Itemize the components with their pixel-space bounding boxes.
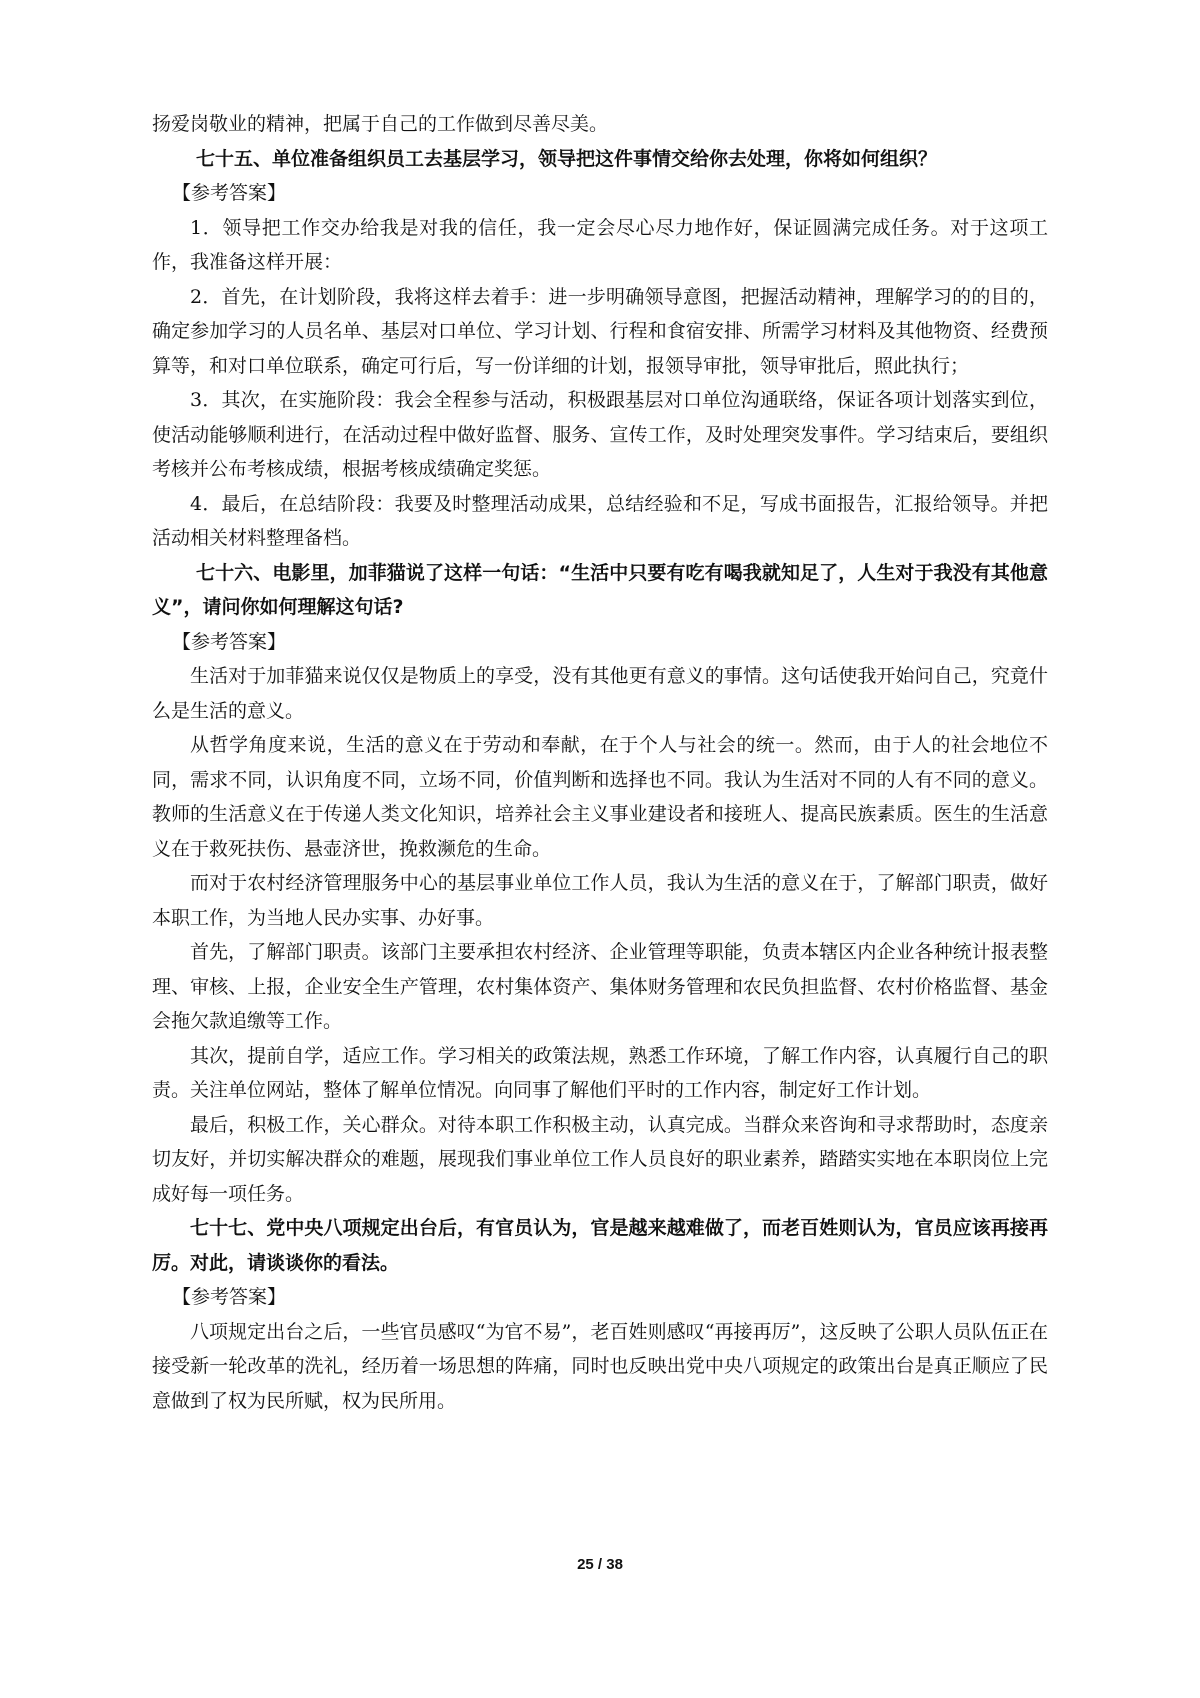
question-heading: 七十五、单位准备组织员工去基层学习，领导把这件事情交给你去处理，你将如何组织？ xyxy=(196,147,938,170)
question-heading: 七十七、党中央八项规定出台后，有官员认为，官是越来越难做了，而老百姓则认为，官员应该再接再厉。对此，请谈谈你的看法。 xyxy=(152,1217,1048,1274)
paragraph: 首先，了解部门职责。该部门主要承担农村经济、企业管理等职能，负责本辖区内企业各种统计报表整理、审核、上报，企业安全生产管理，农村集体资产、集体财务管理和农民负担监督、农村价格监督、基金会拖欠款追缴等工作。 xyxy=(152,941,1048,1032)
answer-label: 【参考答案】 xyxy=(172,1286,287,1308)
paragraph: 生活对于加菲猫来说仅仅是物质上的享受，没有其他更有意义的事情。这句话使我开始问自己，究竟什么是生活的意义。 xyxy=(152,665,1048,722)
paragraph: 扬爱岗敬业的精神，把属于自己的工作做到尽善尽美。 xyxy=(152,113,609,135)
answer-label: 【参考答案】 xyxy=(172,630,287,653)
page-number: 25 / 38 xyxy=(577,1556,623,1573)
paragraph: 从哲学角度来说，生活的意义在于劳动和奉献，在于个人与社会的统一。然而，由于人的社会地位不同，需求不同，认识角度不同，立场不同，价值判断和选择也不同。我认为生活对不同的人有不同的意义。教师的生活意义在于传递人类文化知识，培养社会主义事业建设者和接班人、提高民族素质。医生的生活意义在于救死扶伤、悬壶济世，挽救濒危的生命。 xyxy=(152,734,1048,860)
answer-label: 【参考答案】 xyxy=(172,182,287,204)
paragraph: 2．首先，在计划阶段，我将这样去着手：进一步明确领导意图，把握活动精神，理解学习的的目的，确定参加学习的人员名单、基层对口单位、学习计划、行程和食宿安排、所需学习材料及其他物资、经费预算等，和对口单位联系，确定可行后，写一份详细的计划，报领导审批，领导审批后，照此执行； xyxy=(152,285,1048,377)
paragraph: 3．其次，在实施阶段：我会全程参与活动，积极跟基层对口单位沟通联络，保证各项计划落实到位，使活动能够顺利进行，在活动过程中做好监督、服务、宣传工作，及时处理突发事件。学习结束后，要组织考核并公布考核成绩，根据考核成绩确定奖惩。 xyxy=(152,389,1048,480)
question-heading: 七十六、电影里，加菲猫说了这样一句话：“生活中只要有吃有喝我就知足了，人生对于我没有其他意义”，请问你如何理解这句话? xyxy=(152,561,1048,618)
document-body xyxy=(152,107,1048,1418)
paragraph: 最后，积极工作，关心群众。对待本职工作积极主动，认真完成。当群众来咨询和寻求帮助时，态度亲切友好，并切实解决群众的难题，展现我们事业单位工作人员良好的职业素养，踏踏实实地在本职岗位上完成好每一项任务。 xyxy=(152,1113,1048,1205)
paragraph: 其次，提前自学，适应工作。学习相关的政策法规，熟悉工作环境，了解工作内容，认真履行自己的职责。关注单位网站，整体了解单位情况。向同事了解他们平时的工作内容，制定好工作计划。 xyxy=(152,1044,1048,1101)
paragraph: 八项规定出台之后，一些官员感叹“为官不易”，老百姓则感叹“再接再厉”，这反映了公职人员队伍正在接受新一轮改革的洗礼，经历着一场思想的阵痛，同时也反映出党中央八项规定的政策出台是真正顺应了民意做到了权为民所赋，权为民所用。 xyxy=(152,1320,1048,1412)
paragraph: 而对于农村经济管理服务中心的基层事业单位工作人员，我认为生活的意义在于，了解部门职责，做好本职工作，为当地人民办实事、办好事。 xyxy=(152,872,1048,929)
paragraph: 1．领导把工作交办给我是对我的信任，我一定会尽心尽力地作好，保证圆满完成任务。对于这项工作，我准备这样开展： xyxy=(152,216,1048,273)
paragraph: 4．最后，在总结阶段：我要及时整理活动成果，总结经验和不足，写成书面报告，汇报给领导。并把活动相关材料整理备档。 xyxy=(152,492,1048,549)
